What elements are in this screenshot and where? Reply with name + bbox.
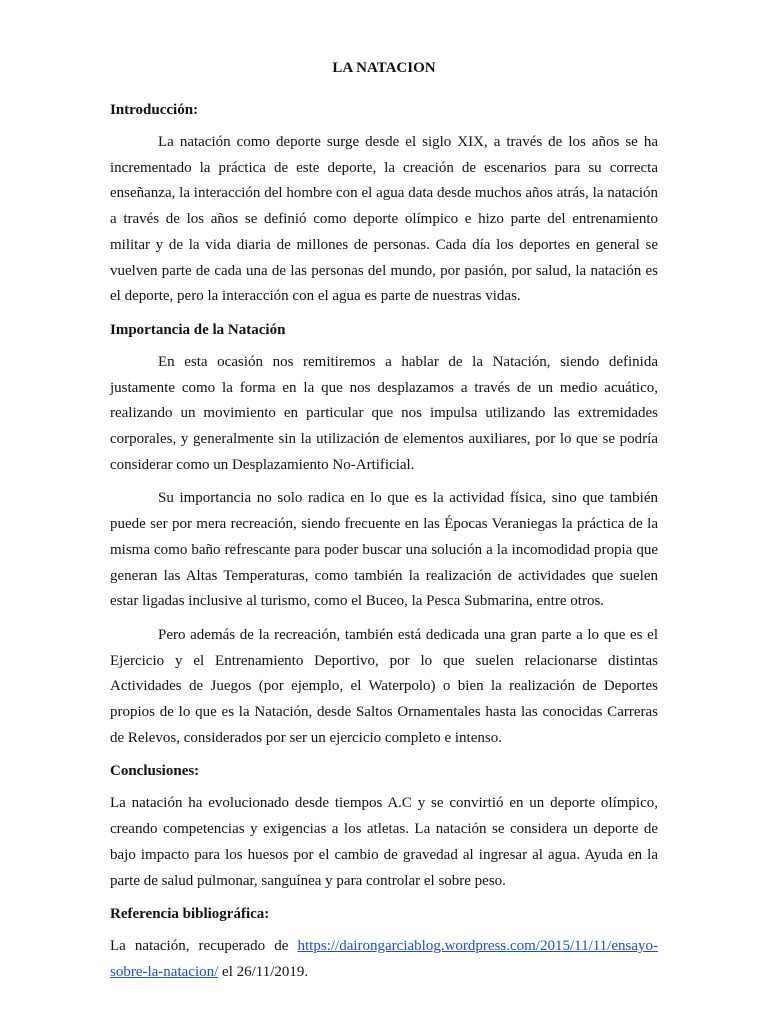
importance-paragraph-1: En esta ocasión nos remitiremos a hablar de la Natación, siendo definida justamente como la forma en la que nos desplazamos a través de un medio acuático, realizando un movimiento en particular que nos impulsa utilizando las extremidades corporales, y generalmente sin la utilización de elementos auxiliares, por lo que se podría considerar como un Desplazamiento No-Artificial.	[110, 353, 658, 473]
reference-heading: Referencia bibliográfica:	[110, 906, 270, 923]
reference-prefix: La natación, recuperado de	[110, 938, 298, 955]
importance-paragraph-2: Su importancia no solo radica en lo que es la actividad física, sino que también puede ser por mera recreación, siendo frecuente en las Épocas Veraniegas la práctica de la misma como baño refrescante para poder buscar una solución a la incomodidad propia que generan las Altas Temperaturas, como también la realización de actividades que suelen estar ligadas inclusive al turismo, como el Buceo, la Pesca Submarina, entre otros.	[110, 490, 658, 610]
reference-paragraph	[110, 934, 658, 985]
intro-paragraph: La natación como deporte surge desde el siglo XIX, a través de los años se ha incrementado la práctica de este deporte, la creación de escenarios para su correcta enseñanza, la interacción del hombre con el agua data desde muchos años atrás, la natación a través de los años se definió como deporte olímpico e hizo parte del entrenamiento militar y de la vida diaria de millones de personas. Cada día los deportes en general se vuelven parte de cada una de las personas del mundo, por pasión, por salud, la natación es el deporte, pero la interacción con el agua es parte de nuestras vidas.	[110, 134, 658, 305]
document-page	[110, 56, 658, 994]
importance-paragraph-3: Pero además de la recreación, también está dedicada una gran parte a lo que es el Ejercicio y el Entrenamiento Deportivo, por lo que suelen relacionarse distintas Actividades de Juegos (por ejemplo, el Waterpolo) o bien la realización de Deportes propios de lo que es la Natación, desde Saltos Ornamentales hasta las conocidas Carreras de Relevos, considerados por ser un ejercicio completo e intenso.	[110, 626, 658, 746]
conclusions-heading: Conclusiones:	[110, 763, 200, 780]
reference-suffix: el 26/11/2019.	[218, 963, 309, 980]
document-title: LA NATACION	[332, 60, 436, 76]
reference-link[interactable]: https://dairongarciablog.wordpress.com/2015/11/11/ensayo-sobre-la-natacion/	[110, 938, 658, 980]
conclusions-paragraph: La natación ha evolucionado desde tiempos A.C y se convirtió en un deporte olímpico, creando competencias y exigencias a los atletas. La natación se considera un deporte de bajo impacto para los huesos por el cambio de gravedad al ingresar al agua. Ayuda en la parte de salud pulmonar, sanguínea y para controlar el sobre peso.	[110, 795, 658, 889]
importance-heading: Importancia de la Natación	[110, 321, 286, 338]
intro-heading: Introducción:	[110, 102, 199, 118]
